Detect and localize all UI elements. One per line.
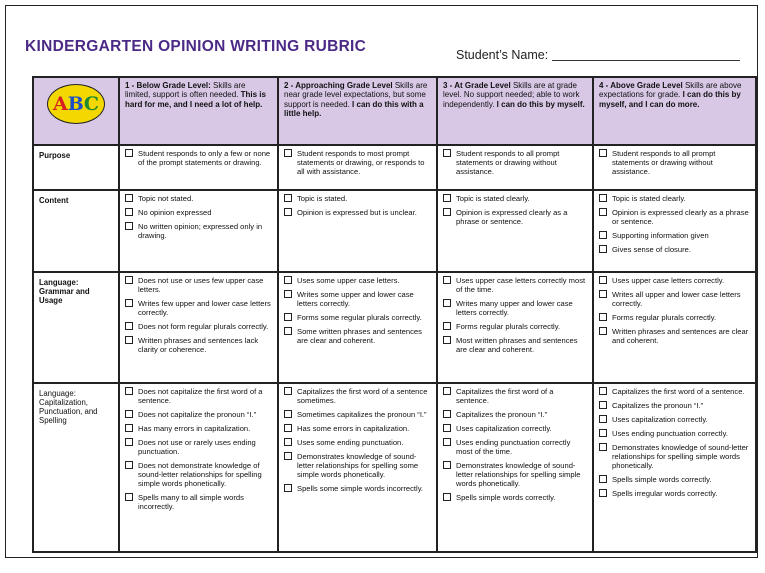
criterion-text: Written phrases and sentences lack clarity or coherence. [138,336,259,354]
rubric-criterion[interactable] [599,208,750,226]
criterion-text: Student responds to all prompt statements or drawing without assistance. [612,149,716,176]
criterion-text: Student responds to most prompt statements or drawing, or responds to all with assistance. [297,149,425,176]
rubric-criterion[interactable] [443,149,587,176]
rubric-criterion[interactable] [443,208,587,226]
checkbox[interactable] [599,327,607,335]
checkbox[interactable] [443,424,451,432]
checkbox[interactable] [599,415,607,423]
rubric-criterion[interactable] [125,336,272,354]
checkbox[interactable] [443,276,451,284]
checkbox[interactable] [599,429,607,437]
checkbox[interactable] [443,194,451,202]
rubric-criterion[interactable] [125,208,272,217]
rubric-cell [593,145,756,190]
level-title: 4 - Above Grade Level [599,81,683,90]
level-header [278,77,437,145]
checkbox[interactable] [443,387,451,395]
checkbox[interactable] [599,208,607,216]
rubric-criterion[interactable] [284,149,431,176]
rubric-criterion[interactable] [599,313,750,322]
checkbox[interactable] [599,290,607,298]
rubric-criterion[interactable] [599,475,750,484]
rubric-criterion[interactable] [443,410,587,419]
checkbox[interactable] [284,438,292,446]
criterion-text: Supporting information given [612,231,709,240]
criterion-text: Writes many upper and lower case letters correctly. [456,299,573,317]
rubric-cell [119,383,278,552]
checkbox[interactable] [443,493,451,501]
level-description: Skills are near grade level expectations, but some support is needed. [284,81,428,109]
rubric-criterion[interactable] [599,276,750,285]
checkbox[interactable] [125,493,133,501]
checkbox[interactable] [443,208,451,216]
checkbox[interactable] [284,484,292,492]
checkbox[interactable] [125,438,133,446]
checkbox[interactable] [284,313,292,321]
rubric-cell [119,145,278,190]
logo-letter-c: C [83,92,99,115]
criterion-text: Does not form regular plurals correctly. [138,322,269,331]
checkbox[interactable] [125,322,133,330]
level-description: Skills are above expectations for grade. [599,81,742,100]
rubric-criterion[interactable] [125,424,272,433]
rubric-body [33,145,756,552]
rubric-criterion[interactable] [443,493,587,502]
rubric-criterion[interactable] [284,438,431,447]
abc-logo [47,84,105,124]
checkbox[interactable] [599,245,607,253]
logo-cell [33,77,119,145]
checkbox[interactable] [284,290,292,298]
level-header [119,77,278,145]
criterion-text: Uses capitalization correctly. [612,415,708,424]
checkbox[interactable] [125,208,133,216]
level-header [593,77,756,145]
page-title: KINDERGARTEN OPINION WRITING RUBRIC [25,38,367,55]
checkbox[interactable] [284,276,292,284]
checkbox[interactable] [599,443,607,451]
criterion-text: Opinion is expressed clearly as a phrase or sentence. [612,208,749,226]
rubric-table [32,76,757,553]
logo-letter-a: A [53,92,68,115]
rubric-criterion[interactable] [599,245,750,254]
checkbox[interactable] [284,410,292,418]
checkbox[interactable] [125,461,133,469]
rubric-criterion[interactable] [443,194,587,203]
criterion-text: Sometimes capitalizes the pronoun “I.” [297,410,427,419]
criterion-text: Spells simple words correctly. [456,493,556,502]
rubric-criterion[interactable] [599,194,750,203]
rubric-criterion[interactable] [284,313,431,322]
rubric-criterion[interactable] [599,290,750,308]
checkbox[interactable] [599,489,607,497]
rubric-criterion[interactable] [125,149,272,167]
criterion-text: Has many errors in capitalization. [138,424,251,433]
rubric-cell [119,190,278,272]
level-title: 3 - At Grade Level [443,81,511,90]
rubric-criterion[interactable] [125,461,272,488]
checkbox[interactable] [443,336,451,344]
checkbox[interactable] [125,222,133,230]
rubric-cell [593,190,756,272]
criteria-label: Purpose [33,145,119,190]
level-statement: I can do this by myself. [494,99,585,109]
level-title: 1 - Below Grade Level: [125,81,211,90]
level-header [437,77,593,145]
rubric-cell [119,272,278,383]
checkbox[interactable] [599,401,607,409]
criterion-text: Uses ending punctuation correctly. [612,429,728,438]
rubric-cell [437,272,593,383]
criterion-text: Spells simple words correctly. [612,475,712,484]
checkbox[interactable] [284,424,292,432]
rubric-criterion[interactable] [125,222,272,240]
criterion-text: Uses some ending punctuation. [297,438,404,447]
rubric-criterion[interactable] [599,149,750,176]
criterion-text: Opinion is expressed clearly as a phrase or sentence. [456,208,568,226]
criteria-label: Content [33,190,119,272]
criteria-row [33,383,756,552]
rubric-criterion[interactable] [284,452,431,479]
rubric-cell [278,145,437,190]
level-description: Skills are at grade level. No support needed; able to work independently. [443,81,580,109]
checkbox[interactable] [284,327,292,335]
rubric-criterion[interactable] [443,322,587,331]
criterion-text: Writes all upper and lower case letters correctly. [612,290,741,308]
rubric-criterion[interactable] [284,208,431,217]
rubric-criterion[interactable] [443,387,587,405]
rubric-criterion[interactable] [443,299,587,317]
rubric-criterion[interactable] [443,276,587,294]
criterion-text: Spells irregular words correctly. [612,489,718,498]
criterion-text: Capitalizes the first word of a sentence sometimes. [297,387,428,405]
rubric-cell [437,383,593,552]
criterion-text: Writes some upper and lower case letters correctly. [297,290,414,308]
criteria-label: Language: Grammar and Usage [33,272,119,383]
criterion-text: Capitalizes the pronoun “I.” [612,401,704,410]
checkbox[interactable] [125,149,133,157]
criterion-text: Uses some upper case letters. [297,276,400,285]
rubric-criterion[interactable] [443,336,587,354]
criterion-text: Student responds to all prompt statements or drawing without assistance. [456,149,560,176]
rubric-criterion[interactable] [284,276,431,285]
student-name-field[interactable] [456,48,740,62]
criterion-text: Has some errors in capitalization. [297,424,410,433]
rubric-page [5,5,758,558]
checkbox[interactable] [599,276,607,284]
criterion-text: Uses upper case letters correctly. [612,276,725,285]
rubric-criterion[interactable] [599,327,750,345]
criterion-text: Capitalizes the first word of a sentence. [612,387,745,396]
rubric-criterion[interactable] [599,443,750,470]
student-name-label: Student’s Name: [456,48,549,62]
checkbox[interactable] [125,410,133,418]
criteria-row [33,272,756,383]
checkbox[interactable] [443,410,451,418]
level-title: 2 - Approaching Grade Level [284,81,393,90]
checkbox[interactable] [125,336,133,344]
criterion-text: Topic not stated. [138,194,194,203]
rubric-criterion[interactable] [125,410,272,419]
checkbox[interactable] [443,299,451,307]
rubric-criterion[interactable] [284,387,431,405]
level-statement: This is hard for me, and I need a lot of help. [125,90,266,109]
header-row [33,77,756,145]
criterion-text: Does not capitalize the pronoun “I.” [138,410,257,419]
criterion-text: Student responds to only a few or none of the prompt statements or drawing. [138,149,271,167]
criterion-text: Opinion is expressed but is unclear. [297,208,417,217]
student-name-line[interactable] [552,48,740,61]
criteria-row [33,190,756,272]
rubric-criterion[interactable] [125,276,272,294]
criterion-text: Forms some regular plurals correctly. [297,313,422,322]
rubric-criterion[interactable] [599,489,750,498]
level-statement: I can do this with a little help. [284,99,424,118]
rubric-criterion[interactable] [284,424,431,433]
checkbox[interactable] [599,313,607,321]
criterion-text: Does not capitalize the first word of a sentence. [138,387,263,405]
checkbox[interactable] [599,149,607,157]
criterion-text: Spells many to all simple words incorrectly. [138,493,244,511]
criterion-text: Writes few upper and lower case letters correctly. [138,299,271,317]
checkbox[interactable] [443,149,451,157]
rubric-criterion[interactable] [599,415,750,424]
criterion-text: Written phrases and sentences are clear and coherent. [612,327,749,345]
checkbox[interactable] [125,387,133,395]
criterion-text: Some written phrases and sentences are clear and coherent. [297,327,422,345]
criterion-text: Does not demonstrate knowledge of sound-letter relationships for spelling simple words phonetically. [138,461,262,488]
rubric-criterion[interactable] [599,231,750,240]
rubric-cell [593,272,756,383]
checkbox[interactable] [125,276,133,284]
rubric-criterion[interactable] [284,410,431,419]
rubric-criterion[interactable] [443,424,587,433]
checkbox[interactable] [125,194,133,202]
rubric-criterion[interactable] [284,290,431,308]
criterion-text: Does not use or rarely uses ending punctuation. [138,438,256,456]
checkbox[interactable] [284,194,292,202]
criterion-text: Demonstrates knowledge of sound-letter relationships for spelling simple words phonetically. [612,443,749,470]
rubric-criterion[interactable] [599,387,750,396]
checkbox[interactable] [284,452,292,460]
criterion-text: No opinion expressed [138,208,212,217]
criterion-text: Uses upper case letters correctly most of the time. [456,276,586,294]
criterion-text: Topic is stated clearly. [612,194,686,203]
rubric-criterion[interactable] [599,429,750,438]
rubric-criterion[interactable] [443,461,587,488]
rubric-criterion[interactable] [125,322,272,331]
criterion-text: Demonstrates knowledge of sound-letter relationships for spelling simple words phonetically. [456,461,581,488]
rubric-cell [593,383,756,552]
criteria-row [33,145,756,190]
criterion-text: Does not use or uses few upper case letters. [138,276,264,294]
criterion-text: Forms regular plurals correctly. [456,322,561,331]
criterion-text: Capitalizes the first word of a sentence. [456,387,554,405]
checkbox[interactable] [284,387,292,395]
criterion-text: Gives sense of closure. [612,245,691,254]
criterion-text: Most written phrases and sentences are clear and coherent. [456,336,578,354]
rubric-criterion[interactable] [125,438,272,456]
rubric-criterion[interactable] [284,194,431,203]
checkbox[interactable] [284,208,292,216]
rubric-criterion[interactable] [284,484,431,493]
rubric-criterion[interactable] [125,387,272,405]
criterion-text: Topic is stated. [297,194,348,203]
level-description: Skills are limited, support is often needed. [125,81,246,100]
criterion-text: Capitalizes the pronoun “I.” [456,410,548,419]
checkbox[interactable] [443,322,451,330]
checkbox[interactable] [125,424,133,432]
rubric-cell [437,190,593,272]
rubric-criterion[interactable] [284,327,431,345]
criterion-text: Spells some simple words incorrectly. [297,484,424,493]
checkbox[interactable] [599,387,607,395]
rubric-criterion[interactable] [125,493,272,511]
rubric-cell [278,383,437,552]
level-statement: I can do this by myself, and I can do more. [599,90,741,109]
criterion-text: Forms regular plurals correctly. [612,313,717,322]
rubric-cell [278,272,437,383]
rubric-criterion[interactable] [125,194,272,203]
criterion-text: Uses ending punctuation correctly most of the time. [456,438,571,456]
rubric-criterion[interactable] [125,299,272,317]
criterion-text: Uses capitalization correctly. [456,424,552,433]
rubric-cell [437,145,593,190]
criterion-text: No written opinion; expressed only in drawing. [138,222,263,240]
logo-letter-b: B [67,92,84,115]
criterion-text: Demonstrates knowledge of sound-letter relationships for spelling some simple words phonetically. [297,452,419,479]
checkbox[interactable] [443,438,451,446]
rubric-criterion[interactable] [599,401,750,410]
checkbox[interactable] [599,194,607,202]
criteria-label: Language: Capitalization, Punctuation, and Spelling [33,383,119,552]
checkbox[interactable] [443,461,451,469]
criterion-text: Topic is stated clearly. [456,194,530,203]
checkbox[interactable] [284,149,292,157]
checkbox[interactable] [599,231,607,239]
rubric-criterion[interactable] [443,438,587,456]
checkbox[interactable] [599,475,607,483]
checkbox[interactable] [125,299,133,307]
rubric-cell [278,190,437,272]
